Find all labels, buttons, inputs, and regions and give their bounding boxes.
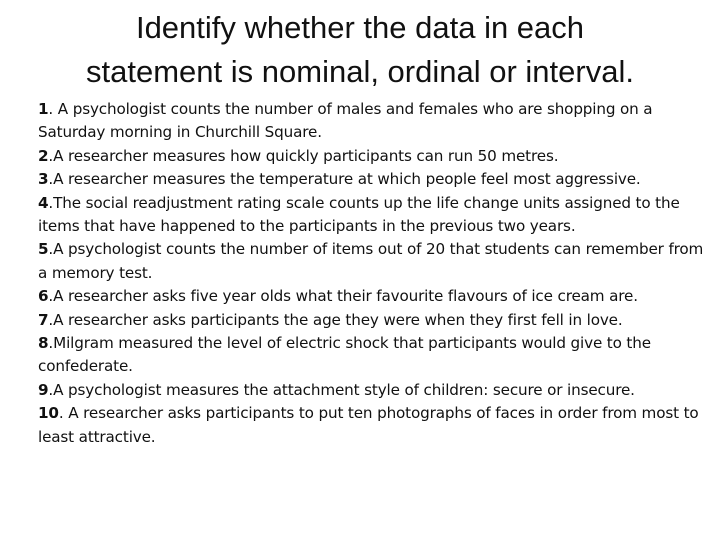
statement-item	[38, 98, 708, 145]
statement-number: 6	[38, 287, 49, 306]
statement-text: A psychologist counts the number of items out of 20 that students can remember from a memory test.	[38, 240, 704, 282]
statement-text: A psychologist measures the attachment style of children: secure or insecure.	[53, 380, 635, 399]
statement-separator: .	[48, 334, 54, 353]
statement-text: A researcher asks five year olds what their favourite flavours of ice cream are.	[53, 287, 638, 306]
statement-text: A researcher measures the temperature at which people feel most aggressive.	[53, 170, 641, 189]
statement-item	[38, 168, 708, 191]
statement-number: 5	[38, 240, 49, 259]
slide-title	[20, 6, 700, 94]
statement-separator: .	[48, 100, 58, 118]
statement-separator: .	[48, 146, 54, 165]
statement-item	[38, 332, 708, 379]
statement-item	[38, 402, 708, 449]
statement-number: 8	[38, 334, 49, 353]
statement-separator: .	[58, 404, 69, 423]
statement-item	[38, 285, 708, 308]
title-line-2: statement is nominal, ordinal or interval.	[86, 54, 634, 89]
statement-number: 10	[38, 404, 59, 423]
statement-text: A researcher asks participants the age they were when they first fell in love.	[53, 310, 623, 329]
statement-text: A researcher asks participants to put ten photographs of faces in order from most to least attractive.	[38, 404, 699, 446]
statement-separator: .	[48, 287, 54, 306]
statement-number: 3	[38, 170, 49, 189]
statement-separator: .	[48, 170, 54, 189]
statement-number: 9	[38, 380, 49, 399]
statement-separator: .	[48, 380, 54, 399]
statement-item	[38, 192, 708, 239]
statement-number: 4	[38, 193, 49, 212]
statement-separator: .	[48, 240, 54, 259]
statement-text: The social readjustment rating scale counts up the life change units assigned to the items that have happened to the participants in the previous two years.	[38, 193, 680, 236]
statement-item	[38, 145, 708, 168]
statement-number: 1	[38, 100, 49, 118]
statement-number: 2	[38, 146, 49, 165]
statement-text: Milgram measured the level of electric shock that participants would give to the confederate.	[38, 334, 651, 376]
statement-item	[38, 379, 708, 402]
statement-item	[38, 309, 708, 332]
title-line-1: Identify whether the data in each	[135, 10, 585, 45]
statement-list	[38, 98, 708, 449]
statement-text: A psychologist counts the number of males and females who are shopping on a Saturday morning in Churchill Square.	[38, 100, 653, 142]
statement-item	[38, 238, 708, 285]
statement-text: A researcher measures how quickly participants can run 50 metres.	[53, 146, 559, 165]
statement-separator: .	[48, 193, 54, 212]
statement-number: 7	[38, 310, 49, 329]
statement-separator: .	[48, 310, 54, 329]
